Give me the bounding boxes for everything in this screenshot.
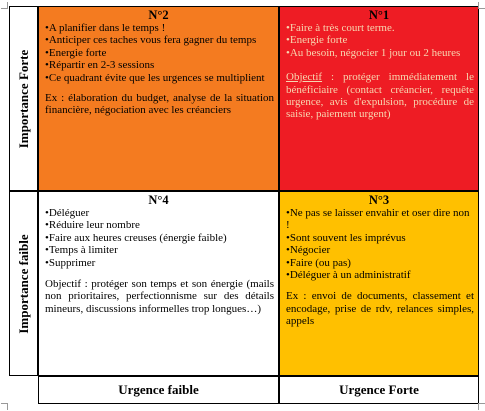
crop-mark-top-right <box>478 2 485 9</box>
quadrant-1 <box>279 6 479 191</box>
list-item: •Sont souvent les imprévus <box>286 231 406 244</box>
list-item: •Energie forte <box>286 34 348 47</box>
row-label-bottom-text: Importance faible <box>15 233 31 334</box>
quadrant-2 <box>38 6 279 191</box>
quadrant-1-objective <box>286 71 474 121</box>
quadrant-2-example: Ex : élaboration du budget, analyse de la situation financière, négociation avec les créanciers <box>45 92 274 117</box>
quadrant-3-title: N°3 <box>368 193 390 207</box>
row-label-importance-forte <box>9 6 38 191</box>
list-item: •Faire (ou pas) <box>286 256 351 269</box>
list-item: •Déléguer <box>45 207 90 219</box>
quadrant-3-example: Ex : envoi de documents, classement et encodage, prise de rdv, relances simples, appels <box>286 290 474 328</box>
objective-text: : protéger immédiatement le bénéficiaire (contact créancier, requête urgence, avis d'expulsion, procédure de saisie, paiement urgent) <box>286 71 474 121</box>
column-label-urgence-faible <box>38 376 279 404</box>
crop-mark-bottom-left <box>1 403 8 410</box>
quadrant-2-title: N°2 <box>148 8 169 22</box>
quadrant-2-list <box>39 22 278 84</box>
list-item: •Déléguer à un administratif <box>286 269 411 282</box>
quadrant-1-list <box>280 22 478 59</box>
column-label-left-text: Urgence faible <box>118 382 199 397</box>
crop-mark-top-left <box>1 2 8 9</box>
list-item: •Temps à limiter <box>45 244 118 257</box>
list-item: •Négocier <box>286 244 331 257</box>
quadrant-4-list <box>39 207 278 269</box>
row-label-top-text: Importance Forte <box>15 49 31 148</box>
column-label-right-text: Urgence Forte <box>339 382 419 397</box>
quadrant-3-list <box>280 207 478 281</box>
row-label-importance-faible <box>9 191 38 376</box>
list-item: •Ne pas se laisser envahir et oser dire non ! <box>286 207 470 232</box>
list-item: •Supprimer <box>45 256 96 269</box>
quadrant-3 <box>279 191 479 376</box>
crop-mark-bottom-right <box>478 403 485 410</box>
priority-matrix <box>9 6 479 404</box>
list-item: •Réduire leur nombre <box>45 219 140 232</box>
list-item: •Energie forte <box>45 46 107 59</box>
list-item: •Répartir en 2-3 sessions <box>45 59 155 72</box>
list-item: •Ce quadrant évite que les urgences se multiplient <box>45 71 265 84</box>
objective-label: Objectif <box>286 71 323 84</box>
quadrant-4 <box>38 191 279 376</box>
quadrant-4-title: N°4 <box>148 193 169 207</box>
list-item: •Faire à très court terme. <box>286 22 395 34</box>
list-item: •Anticiper ces taches vous fera gagner du temps <box>45 34 257 47</box>
list-item: •Au besoin, négocier 1 jour ou 2 heures <box>286 46 461 59</box>
list-item: •Faire aux heures creuses (énergie faible) <box>45 231 227 244</box>
quadrant-4-objective: Objectif : protéger son temps et son énergie (mails non prioritaires, perfectionnisme sur des détails mineurs, discussions informelles trop longues…) <box>45 278 274 315</box>
quadrant-1-title: N°1 <box>368 8 390 22</box>
column-label-urgence-forte <box>279 376 479 404</box>
list-item: •A planifier dans le temps ! <box>45 22 166 34</box>
